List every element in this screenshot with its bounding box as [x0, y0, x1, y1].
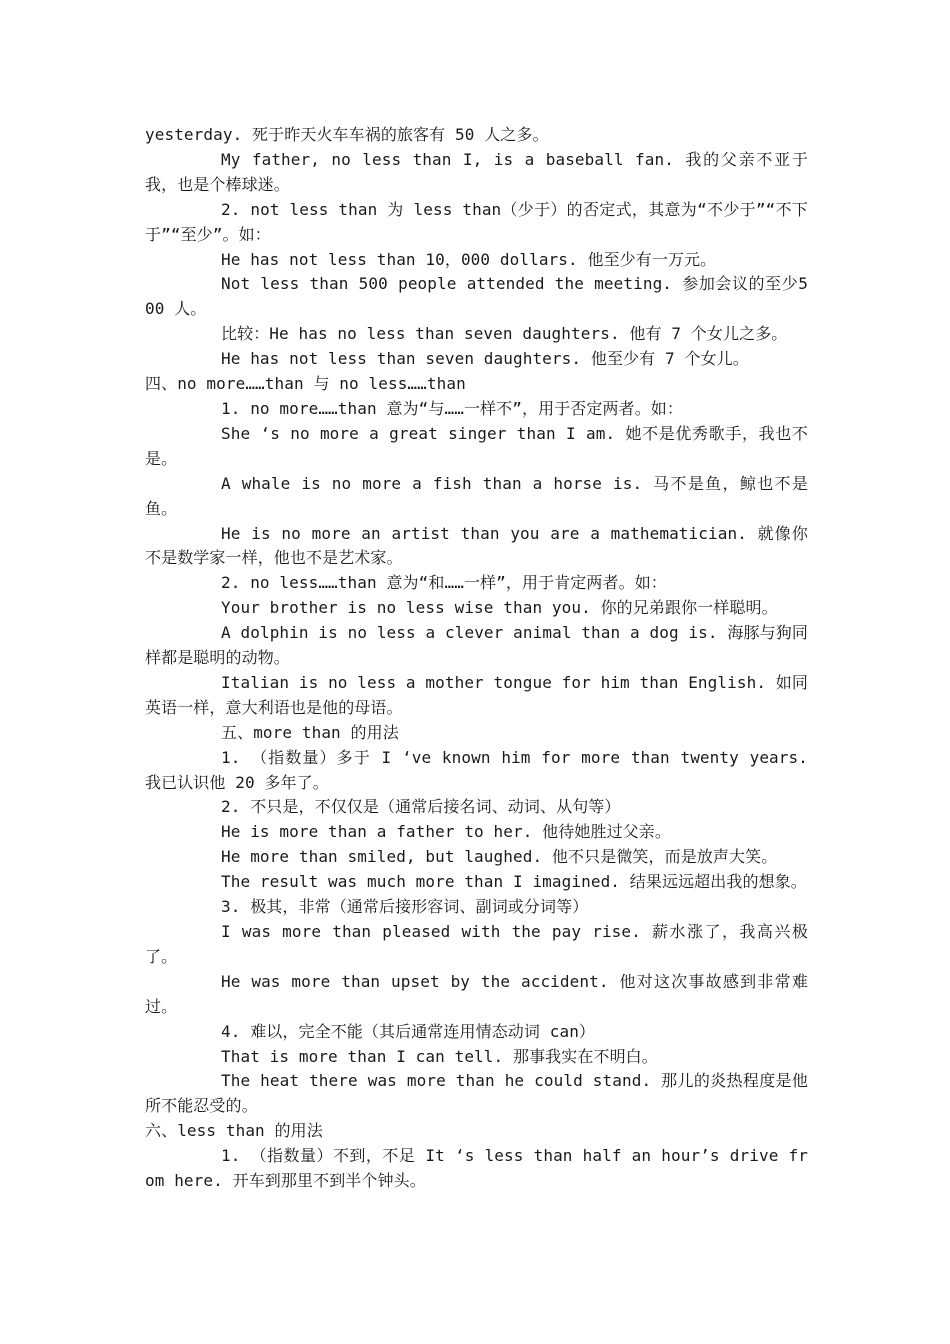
paragraph-cannot-tell: That is more than I can tell. 那事我实在不明白。 [221, 1046, 658, 1066]
paragraph-more-than-extremely: 3. 极其，非常（通常后接形容词、副词或分词等） [221, 897, 589, 917]
paragraph-smiled-laughed: He more than smiled, but laughed. 他不只是微笑，而是放声大笑。 [221, 847, 778, 867]
paragraph-more-than-not-only: 2. 不只是，不仅仅是（通常后接名词、动词、从句等） [221, 797, 621, 817]
paragraph-compare-no-less: 比较：He has no less than seven daughters. 他有 7 个女儿之多。 [221, 324, 788, 344]
paragraph-yesterday-accident: yesterday. 死于昨天火车车祸的旅客有 50 人之多。 [145, 125, 549, 144]
paragraph-dolphin: A dolphin is no less a clever animal than a dog is. 海豚与狗同样都是聪明的动物。 [145, 623, 808, 668]
document-body [145, 123, 808, 1194]
section-heading-4: 四、no more……than 与 no less……than [145, 374, 466, 394]
paragraph-more-than-unable: 4. 难以，完全不能（其后通常连用情态动词 can） [221, 1021, 596, 1041]
paragraph-compare-not-less: He has not less than seven daughters. 他至少有 7 个女儿。 [221, 349, 749, 369]
paragraph-italian: Italian is no less a mother tongue for him than English. 如同英语一样，意大利语也是他的母语。 [145, 672, 808, 717]
paragraph-singer: She ‘s no more a great singer than I am. 她不是优秀歌手，我也不是。 [145, 423, 808, 468]
paragraph-artist: He is no more an artist than you are a mathematician. 就像你不是数学家一样，他也不是艺术家。 [145, 523, 808, 568]
section-heading-5: 五、more than 的用法 [221, 722, 399, 742]
paragraph-brother-wise: Your brother is no less wise than you. 你的兄弟跟你一样聪明。 [221, 598, 778, 618]
paragraph-not-less-than-definition: 2. not less than 为 less than（少于）的否定式，其意为“不少于”“不下于”“至少”。如： [145, 199, 808, 244]
paragraph-father-baseball: My father, no less than I, is a baseball fan. 我的父亲不亚于我，也是个棒球迷。 [145, 149, 808, 194]
paragraph-ten-thousand-dollars: He has not less than 10，000 dollars. 他至少有一万元。 [221, 249, 717, 269]
paragraph-500-people: Not less than 500 people attended the meeting. 参加会议的至少500 人。 [145, 274, 808, 319]
section-heading-6: 六、less than 的用法 [145, 1121, 323, 1141]
paragraph-accident-upset: He was more than upset by the accident. 他对这次事故感到非常难过。 [145, 971, 808, 1016]
paragraph-less-than-quantity: 1. （指数量）不到，不足 It ‘s less than half an hour’s drive from here. 开车到那里不到半个钟头。 [145, 1146, 808, 1191]
paragraph-no-less-than-definition: 2. no less……than 意为“和……一样”，用于肯定两者。如： [221, 573, 667, 593]
paragraph-whale: A whale is no more a fish than a horse is. 马不是鱼，鲸也不是鱼。 [145, 473, 808, 518]
paragraph-heat-stand: The heat there was more than he could stand. 那儿的炎热程度是他所不能忍受的。 [145, 1071, 808, 1116]
paragraph-result-imagined: The result was much more than I imagined. 结果远远超出我的想象。 [221, 872, 807, 892]
paragraph-pay-rise: I was more than pleased with the pay rise. 薪水涨了，我高兴极了。 [145, 922, 808, 966]
paragraph-no-more-than-definition: 1. no more……than 意为“与……一样不”，用于否定两者。如： [221, 398, 683, 418]
paragraph-father-to-her: He is more than a father to her. 他待她胜过父亲。 [221, 822, 671, 842]
paragraph-more-than-quantity: 1. （指数量）多于 I ‘ve known him for more than twenty years. 我已认识他 20 多年了。 [145, 747, 808, 792]
